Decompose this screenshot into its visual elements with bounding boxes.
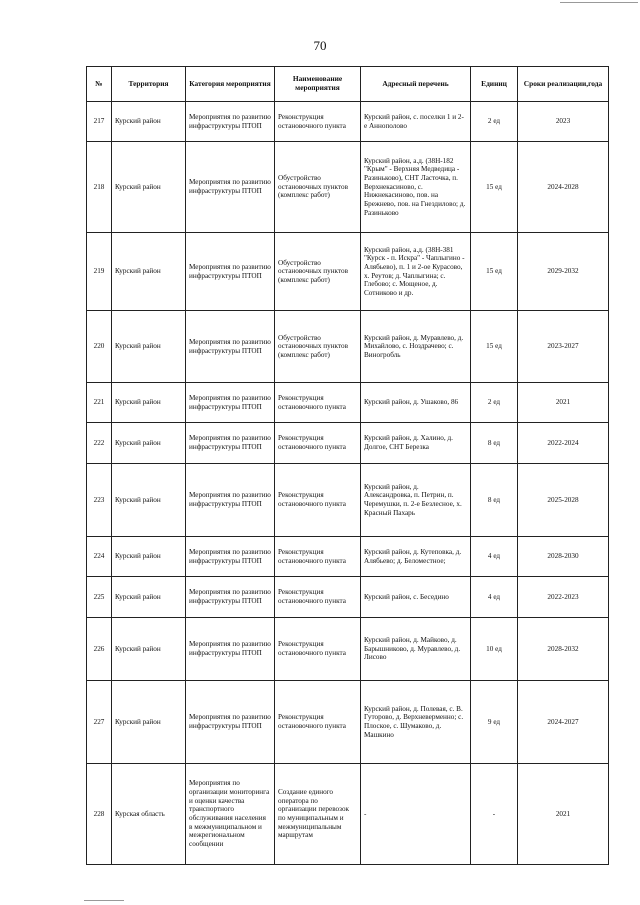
table-row — [87, 233, 609, 311]
row-num: 220 — [87, 311, 112, 383]
row-units: 4 ед — [471, 577, 518, 618]
row-category: Мероприятия по развитию инфраструктуры ПТОП — [186, 618, 275, 681]
row-address: Курский район, д. Александровка, п. Петрин, п. Черемушки, п. 2-е Безлесное, х. Красный Пахарь — [361, 464, 471, 537]
table-header-row — [87, 67, 609, 102]
row-category: Мероприятия по развитию инфраструктуры ПТОП — [186, 311, 275, 383]
row-name: Реконструкция остановочного пункта — [275, 537, 361, 577]
row-name: Обустройство остановочных пунктов (комплекс работ) — [275, 233, 361, 311]
row-period: 2028-2030 — [518, 537, 609, 577]
row-address: Курский район, а.д. (38Н-381 "Курск - п. Искра" - Чаплыгино - Алябьево), п. 1 и 2-ое Курасово, х. Реутов; д. Чаплыгина; с. Глебово; с. Мощеное, д. Сотниково и др. — [361, 233, 471, 311]
row-name: Реконструкция остановочного пункта — [275, 464, 361, 537]
header-address: Адресный перечень — [361, 67, 471, 102]
row-territory: Курский район — [112, 681, 186, 764]
table-row — [87, 383, 609, 423]
row-address: Курский район, д. Полевая, с. В. Гуторово, д. Верхневерменно; с. Плоское, с. Шумаково, д. Машкино — [361, 681, 471, 764]
row-units: 15 ед — [471, 233, 518, 311]
row-address: Курский район, д. Кутеповка, д. Алябьево; д. Беломестное; — [361, 537, 471, 577]
measures-table — [86, 66, 609, 865]
row-name: Реконструкция остановочного пункта — [275, 383, 361, 423]
row-address: Курский район, д. Муравлево, д. Михайлово, с. Ноздрачево; с. Виногробль — [361, 311, 471, 383]
row-category: Мероприятия по развитию инфраструктуры ПТОП — [186, 464, 275, 537]
row-name: Обустройство остановочных пунктов (комплекс работ) — [275, 311, 361, 383]
row-name: Реконструкция остановочного пункта — [275, 618, 361, 681]
header-period: Сроки реализации,года — [518, 67, 609, 102]
row-num: 217 — [87, 102, 112, 142]
row-category: Мероприятия по развитию инфраструктуры ПТОП — [186, 142, 275, 233]
row-num: 226 — [87, 618, 112, 681]
row-units: 15 ед — [471, 311, 518, 383]
row-period: 2023 — [518, 102, 609, 142]
row-num: 221 — [87, 383, 112, 423]
row-category: Мероприятия по развитию инфраструктуры ПТОП — [186, 423, 275, 464]
table-row — [87, 681, 609, 764]
row-units: 10 ед — [471, 618, 518, 681]
row-units: 8 ед — [471, 423, 518, 464]
row-category: Мероприятия по развитию инфраструктуры ПТОП — [186, 577, 275, 618]
table-row — [87, 102, 609, 142]
row-name: Обустройство остановочных пунктов (комплекс работ) — [275, 142, 361, 233]
table-row — [87, 464, 609, 537]
row-units: 9 ед — [471, 681, 518, 764]
row-address: Курский район, с. поселки 1 и 2-е Аннополово — [361, 102, 471, 142]
row-num: 219 — [87, 233, 112, 311]
row-address: - — [361, 764, 471, 865]
row-num: 228 — [87, 764, 112, 865]
header-num: № — [87, 67, 112, 102]
row-territory: Курский район — [112, 383, 186, 423]
page-number: 70 — [313, 38, 327, 53]
row-period: 2023-2027 — [518, 311, 609, 383]
row-name: Реконструкция остановочного пункта — [275, 577, 361, 618]
row-territory: Курский район — [112, 464, 186, 537]
row-territory: Курский район — [112, 311, 186, 383]
row-territory: Курский район — [112, 102, 186, 142]
table-row — [87, 142, 609, 233]
table-row — [87, 311, 609, 383]
row-territory: Курский район — [112, 142, 186, 233]
row-territory: Курский район — [112, 618, 186, 681]
header-name: Наименование мероприятия — [275, 67, 361, 102]
row-num: 222 — [87, 423, 112, 464]
row-name: Создание единого оператора по организации перевозок по муниципальным и межмуниципальным маршрутам — [275, 764, 361, 865]
row-units: 4 ед — [471, 537, 518, 577]
row-territory: Курский район — [112, 537, 186, 577]
row-units: - — [471, 764, 518, 865]
row-period: 2028-2032 — [518, 618, 609, 681]
row-period: 2024-2028 — [518, 142, 609, 233]
row-category: Мероприятия по организации мониторинга и оценки качества транспортного обслуживания населения в межмуниципальном и межрегиональном сообщении — [186, 764, 275, 865]
row-num: 224 — [87, 537, 112, 577]
row-category: Мероприятия по развитию инфраструктуры ПТОП — [186, 233, 275, 311]
row-territory: Курская область — [112, 764, 186, 865]
row-name: Реконструкция остановочного пункта — [275, 423, 361, 464]
header-territory: Территория — [112, 67, 186, 102]
row-num: 225 — [87, 577, 112, 618]
row-territory: Курский район — [112, 577, 186, 618]
row-address: Курский район, д. Халино, д. Долгое, СНТ Березка — [361, 423, 471, 464]
row-category: Мероприятия по развитию инфраструктуры ПТОП — [186, 681, 275, 764]
row-name: Реконструкция остановочного пункта — [275, 102, 361, 142]
table-row — [87, 764, 609, 865]
row-num: 227 — [87, 681, 112, 764]
row-category: Мероприятия по развитию инфраструктуры ПТОП — [186, 537, 275, 577]
bottom-scan-mark — [84, 900, 124, 901]
row-address: Курский район, с. Беседино — [361, 577, 471, 618]
table-row — [87, 423, 609, 464]
row-name: Реконструкция остановочного пункта — [275, 681, 361, 764]
row-period: 2022-2023 — [518, 577, 609, 618]
table-row — [87, 618, 609, 681]
row-address: Курский район, а.д. (38Н-182 "Крым" - Верхняя Медведица - Разиньково), СНТ Ласточка, п. Верхнекасиново, с. Нижнекасиново, пов. на Брежнево, пов. на Гнездилово; д. Разиньково — [361, 142, 471, 233]
top-scan-mark — [560, 2, 638, 3]
row-period: 2022-2024 — [518, 423, 609, 464]
row-territory: Курский район — [112, 423, 186, 464]
row-units: 8 ед — [471, 464, 518, 537]
row-period: 2024-2027 — [518, 681, 609, 764]
row-period: 2021 — [518, 764, 609, 865]
row-num: 218 — [87, 142, 112, 233]
header-category: Категория мероприятия — [186, 67, 275, 102]
table-row — [87, 577, 609, 618]
row-period: 2025-2028 — [518, 464, 609, 537]
row-units: 2 ед — [471, 383, 518, 423]
row-num: 223 — [87, 464, 112, 537]
row-period: 2029-2032 — [518, 233, 609, 311]
row-units: 15 ед — [471, 142, 518, 233]
row-period: 2021 — [518, 383, 609, 423]
header-units: Единиц — [471, 67, 518, 102]
row-address: Курский район, д. Майково, д. Барышниково, д. Муравлево, д. Лисово — [361, 618, 471, 681]
table-row — [87, 537, 609, 577]
row-category: Мероприятия по развитию инфраструктуры ПТОП — [186, 102, 275, 142]
row-address: Курский район, д. Ушаково, 86 — [361, 383, 471, 423]
row-territory: Курский район — [112, 233, 186, 311]
row-category: Мероприятия по развитию инфраструктуры ПТОП — [186, 383, 275, 423]
row-units: 2 ед — [471, 102, 518, 142]
